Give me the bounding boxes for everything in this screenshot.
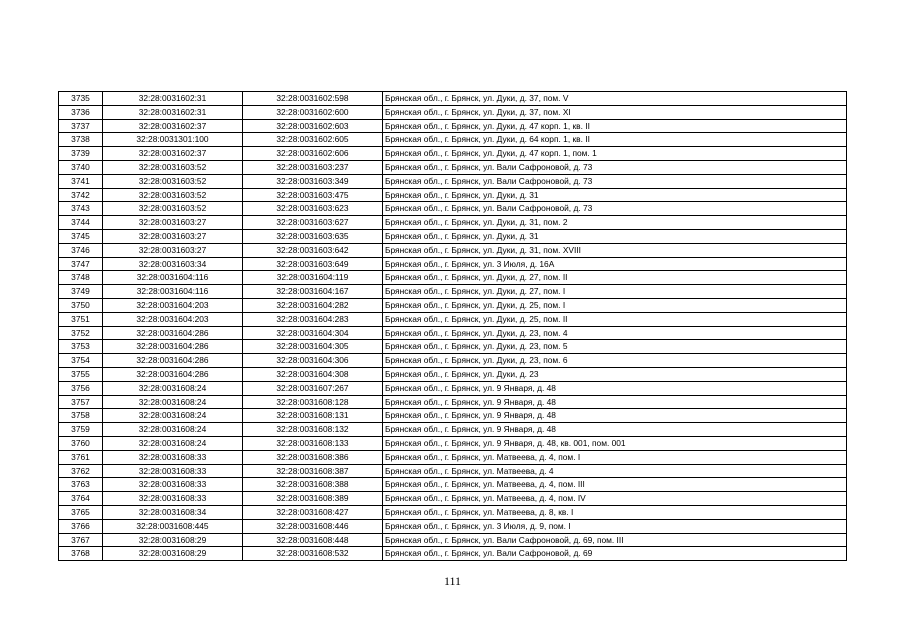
cadastral-number-cell: 32:28:0031607:267 [243, 381, 383, 395]
parent-cadastral-number-cell: 32:28:0031608:29 [103, 547, 243, 561]
cadastral-number-cell: 32:28:0031604:282 [243, 298, 383, 312]
table-row [59, 257, 847, 271]
row-number-cell: 3765 [59, 505, 103, 519]
table-row [59, 271, 847, 285]
table-row [59, 547, 847, 561]
address-cell: Брянская обл., г. Брянск, ул. Дуки, д. 31, пом. 2 [383, 216, 847, 230]
cadastral-number-cell: 32:28:0031604:306 [243, 354, 383, 368]
row-number-cell: 3735 [59, 92, 103, 106]
address-cell: Брянская обл., г. Брянск, ул. Вали Сафроновой, д. 73 [383, 202, 847, 216]
cadastral-number-cell: 32:28:0031603:475 [243, 188, 383, 202]
cadastral-number-cell: 32:28:0031608:388 [243, 478, 383, 492]
parent-cadastral-number-cell: 32:28:0031603:52 [103, 160, 243, 174]
parent-cadastral-number-cell: 32:28:0031603:34 [103, 257, 243, 271]
cadastral-number-cell: 32:28:0031608:132 [243, 423, 383, 437]
cadastral-number-cell: 32:28:0031608:131 [243, 409, 383, 423]
registry-table [58, 91, 847, 561]
parent-cadastral-number-cell: 32:28:0031608:29 [103, 533, 243, 547]
cadastral-number-cell: 32:28:0031603:623 [243, 202, 383, 216]
cadastral-number-cell: 32:28:0031602:605 [243, 133, 383, 147]
address-cell: Брянская обл., г. Брянск, ул. 9 Января, д. 48, кв. 001, пом. 001 [383, 436, 847, 450]
row-number-cell: 3757 [59, 395, 103, 409]
table-row [59, 298, 847, 312]
table-row [59, 367, 847, 381]
table-row [59, 147, 847, 161]
parent-cadastral-number-cell: 32:28:0031602:37 [103, 119, 243, 133]
address-cell: Брянская обл., г. Брянск, ул. Вали Сафроновой, д. 73 [383, 160, 847, 174]
parent-cadastral-number-cell: 32:28:0031604:203 [103, 312, 243, 326]
row-number-cell: 3768 [59, 547, 103, 561]
cadastral-number-cell: 32:28:0031604:167 [243, 285, 383, 299]
row-number-cell: 3754 [59, 354, 103, 368]
parent-cadastral-number-cell: 32:28:0031603:27 [103, 229, 243, 243]
parent-cadastral-number-cell: 32:28:0031604:203 [103, 298, 243, 312]
cadastral-number-cell: 32:28:0031602:598 [243, 92, 383, 106]
cadastral-number-cell: 32:28:0031604:283 [243, 312, 383, 326]
cadastral-number-cell: 32:28:0031604:119 [243, 271, 383, 285]
row-number-cell: 3745 [59, 229, 103, 243]
table-row [59, 464, 847, 478]
address-cell: Брянская обл., г. Брянск, ул. Вали Сафроновой, д. 69 [383, 547, 847, 561]
parent-cadastral-number-cell: 32:28:0031608:24 [103, 423, 243, 437]
row-number-cell: 3751 [59, 312, 103, 326]
parent-cadastral-number-cell: 32:28:0031608:33 [103, 450, 243, 464]
row-number-cell: 3752 [59, 326, 103, 340]
document-page [58, 91, 846, 561]
parent-cadastral-number-cell: 32:28:0031604:286 [103, 367, 243, 381]
row-number-cell: 3764 [59, 492, 103, 506]
parent-cadastral-number-cell: 32:28:0031604:286 [103, 326, 243, 340]
address-cell: Брянская обл., г. Брянск, ул. Дуки, д. 25, пом. I [383, 298, 847, 312]
table-row [59, 478, 847, 492]
parent-cadastral-number-cell: 32:28:0031604:116 [103, 271, 243, 285]
row-number-cell: 3738 [59, 133, 103, 147]
cadastral-number-cell: 32:28:0031603:635 [243, 229, 383, 243]
row-number-cell: 3741 [59, 174, 103, 188]
row-number-cell: 3744 [59, 216, 103, 230]
row-number-cell: 3743 [59, 202, 103, 216]
table-row [59, 492, 847, 506]
row-number-cell: 3761 [59, 450, 103, 464]
address-cell: Брянская обл., г. Брянск, ул. Матвеева, д. 4 [383, 464, 847, 478]
table-row [59, 340, 847, 354]
parent-cadastral-number-cell: 32:28:0031608:34 [103, 505, 243, 519]
address-cell: Брянская обл., г. Брянск, ул. 9 Января, д. 48 [383, 423, 847, 437]
address-cell: Брянская обл., г. Брянск, ул. Дуки, д. 23 [383, 367, 847, 381]
address-cell: Брянская обл., г. Брянск, ул. Дуки, д. 64 корп. 1, кв. II [383, 133, 847, 147]
parent-cadastral-number-cell: 32:28:0031608:33 [103, 464, 243, 478]
cadastral-number-cell: 32:28:0031604:308 [243, 367, 383, 381]
table-row [59, 381, 847, 395]
cadastral-number-cell: 32:28:0031603:649 [243, 257, 383, 271]
table-row [59, 133, 847, 147]
address-cell: Брянская обл., г. Брянск, ул. Дуки, д. 23, пом. 6 [383, 354, 847, 368]
address-cell: Брянская обл., г. Брянск, ул. 3 Июля, д. 16А [383, 257, 847, 271]
row-number-cell: 3742 [59, 188, 103, 202]
row-number-cell: 3755 [59, 367, 103, 381]
parent-cadastral-number-cell: 32:28:0031602:37 [103, 147, 243, 161]
table-row [59, 423, 847, 437]
address-cell: Брянская обл., г. Брянск, ул. Матвеева, д. 4, пом. III [383, 478, 847, 492]
table-row [59, 202, 847, 216]
row-number-cell: 3737 [59, 119, 103, 133]
cadastral-number-cell: 32:28:0031603:642 [243, 243, 383, 257]
address-cell: Брянская обл., г. Брянск, ул. Дуки, д. 47 корп. 1, пом. 1 [383, 147, 847, 161]
parent-cadastral-number-cell: 32:28:0031603:27 [103, 216, 243, 230]
address-cell: Брянская обл., г. Брянск, ул. Матвеева, д. 8, кв. I [383, 505, 847, 519]
parent-cadastral-number-cell: 32:28:0031604:116 [103, 285, 243, 299]
row-number-cell: 3759 [59, 423, 103, 437]
table-row [59, 354, 847, 368]
parent-cadastral-number-cell: 32:28:0031608:445 [103, 519, 243, 533]
cadastral-number-cell: 32:28:0031602:606 [243, 147, 383, 161]
row-number-cell: 3736 [59, 105, 103, 119]
table-row [59, 174, 847, 188]
cadastral-number-cell: 32:28:0031608:389 [243, 492, 383, 506]
row-number-cell: 3747 [59, 257, 103, 271]
table-row [59, 243, 847, 257]
cadastral-number-cell: 32:28:0031603:627 [243, 216, 383, 230]
table-row [59, 312, 847, 326]
parent-cadastral-number-cell: 32:28:0031603:27 [103, 243, 243, 257]
table-row [59, 450, 847, 464]
table-row [59, 119, 847, 133]
address-cell: Брянская обл., г. Брянск, ул. Дуки, д. 27, пом. II [383, 271, 847, 285]
row-number-cell: 3740 [59, 160, 103, 174]
address-cell: Брянская обл., г. Брянск, ул. Дуки, д. 37, пом. XI [383, 105, 847, 119]
address-cell: Брянская обл., г. Брянск, ул. Дуки, д. 31 [383, 188, 847, 202]
parent-cadastral-number-cell: 32:28:0031301:100 [103, 133, 243, 147]
parent-cadastral-number-cell: 32:28:0031603:52 [103, 202, 243, 216]
parent-cadastral-number-cell: 32:28:0031608:24 [103, 436, 243, 450]
address-cell: Брянская обл., г. Брянск, ул. Дуки, д. 25, пом. II [383, 312, 847, 326]
row-number-cell: 3753 [59, 340, 103, 354]
parent-cadastral-number-cell: 32:28:0031608:24 [103, 381, 243, 395]
table-row [59, 105, 847, 119]
parent-cadastral-number-cell: 32:28:0031604:286 [103, 354, 243, 368]
address-cell: Брянская обл., г. Брянск, ул. Матвеева, д. 4, пом. IV [383, 492, 847, 506]
address-cell: Брянская обл., г. Брянск, ул. Дуки, д. 31, пом. XVIII [383, 243, 847, 257]
cadastral-number-cell: 32:28:0031608:387 [243, 464, 383, 478]
address-cell: Брянская обл., г. Брянск, ул. Дуки, д. 47 корп. 1, кв. II [383, 119, 847, 133]
address-cell: Брянская обл., г. Брянск, ул. Дуки, д. 31 [383, 229, 847, 243]
row-number-cell: 3750 [59, 298, 103, 312]
parent-cadastral-number-cell: 32:28:0031603:52 [103, 174, 243, 188]
address-cell: Брянская обл., г. Брянск, ул. Вали Сафроновой, д. 73 [383, 174, 847, 188]
row-number-cell: 3766 [59, 519, 103, 533]
row-number-cell: 3758 [59, 409, 103, 423]
row-number-cell: 3760 [59, 436, 103, 450]
cadastral-number-cell: 32:28:0031608:446 [243, 519, 383, 533]
page-number: 111 [443, 574, 462, 588]
parent-cadastral-number-cell: 32:28:0031608:24 [103, 395, 243, 409]
cadastral-number-cell: 32:28:0031603:349 [243, 174, 383, 188]
table-row [59, 229, 847, 243]
address-cell: Брянская обл., г. Брянск, ул. Дуки, д. 27, пом. I [383, 285, 847, 299]
table-row [59, 160, 847, 174]
cadastral-number-cell: 32:28:0031608:532 [243, 547, 383, 561]
address-cell: Брянская обл., г. Брянск, ул. 9 Января, д. 48 [383, 409, 847, 423]
parent-cadastral-number-cell: 32:28:0031602:31 [103, 105, 243, 119]
cadastral-number-cell: 32:28:0031604:304 [243, 326, 383, 340]
address-cell: Брянская обл., г. Брянск, ул. Дуки, д. 23, пом. 4 [383, 326, 847, 340]
cadastral-number-cell: 32:28:0031608:133 [243, 436, 383, 450]
parent-cadastral-number-cell: 32:28:0031608:24 [103, 409, 243, 423]
cadastral-number-cell: 32:28:0031608:427 [243, 505, 383, 519]
cadastral-number-cell: 32:28:0031608:386 [243, 450, 383, 464]
address-cell: Брянская обл., г. Брянск, ул. 3 Июля, д. 9, пом. I [383, 519, 847, 533]
table-row [59, 505, 847, 519]
row-number-cell: 3763 [59, 478, 103, 492]
table-row [59, 409, 847, 423]
address-cell: Брянская обл., г. Брянск, ул. 9 Января, д. 48 [383, 381, 847, 395]
row-number-cell: 3748 [59, 271, 103, 285]
row-number-cell: 3762 [59, 464, 103, 478]
table-row [59, 436, 847, 450]
cadastral-number-cell: 32:28:0031608:128 [243, 395, 383, 409]
address-cell: Брянская обл., г. Брянск, ул. Дуки, д. 37, пом. V [383, 92, 847, 106]
table-row [59, 216, 847, 230]
cadastral-number-cell: 32:28:0031603:237 [243, 160, 383, 174]
parent-cadastral-number-cell: 32:28:0031603:52 [103, 188, 243, 202]
row-number-cell: 3767 [59, 533, 103, 547]
cadastral-number-cell: 32:28:0031602:603 [243, 119, 383, 133]
address-cell: Брянская обл., г. Брянск, ул. Матвеева, д. 4, пом. I [383, 450, 847, 464]
cadastral-number-cell: 32:28:0031602:600 [243, 105, 383, 119]
parent-cadastral-number-cell: 32:28:0031608:33 [103, 492, 243, 506]
row-number-cell: 3749 [59, 285, 103, 299]
address-cell: Брянская обл., г. Брянск, ул. 9 Января, д. 48 [383, 395, 847, 409]
address-cell: Брянская обл., г. Брянск, ул. Вали Сафроновой, д. 69, пом. III [383, 533, 847, 547]
address-cell: Брянская обл., г. Брянск, ул. Дуки, д. 23, пом. 5 [383, 340, 847, 354]
table-row [59, 188, 847, 202]
table-row [59, 395, 847, 409]
table-row [59, 326, 847, 340]
row-number-cell: 3756 [59, 381, 103, 395]
row-number-cell: 3739 [59, 147, 103, 161]
table-row [59, 533, 847, 547]
parent-cadastral-number-cell: 32:28:0031602:31 [103, 92, 243, 106]
parent-cadastral-number-cell: 32:28:0031604:286 [103, 340, 243, 354]
table-row [59, 285, 847, 299]
cadastral-number-cell: 32:28:0031608:448 [243, 533, 383, 547]
parent-cadastral-number-cell: 32:28:0031608:33 [103, 478, 243, 492]
registry-table-body [59, 92, 847, 561]
table-row [59, 92, 847, 106]
row-number-cell: 3746 [59, 243, 103, 257]
cadastral-number-cell: 32:28:0031604:305 [243, 340, 383, 354]
table-row [59, 519, 847, 533]
